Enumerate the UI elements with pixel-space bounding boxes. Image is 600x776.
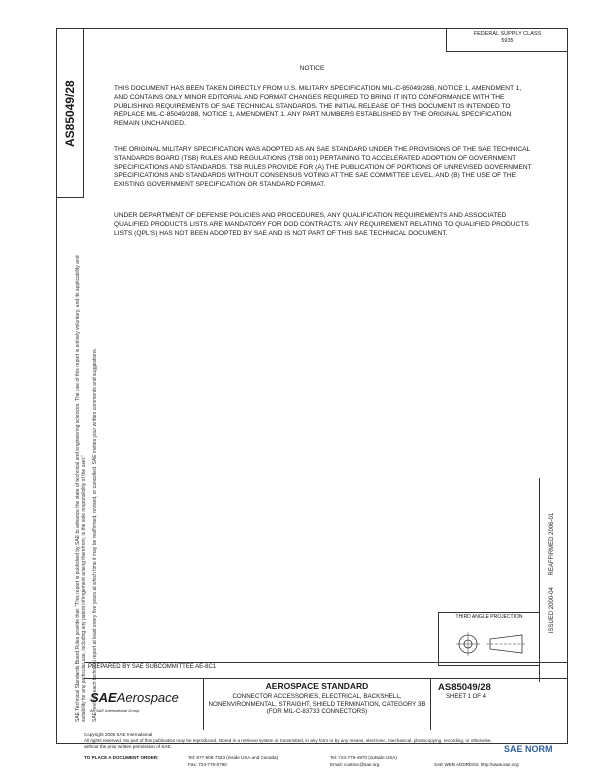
standard-title: AEROSPACE STANDARD	[265, 681, 369, 691]
third-angle-label: THIRD ANGLE PROJECTION	[455, 614, 523, 620]
logo-sae: SAE	[90, 690, 117, 705]
left-margin-notes	[75, 246, 107, 722]
notice-paragraph-1: THIS DOCUMENT HAS BEEN TAKEN DIRECTLY FROM U.S. MILITARY SPECIFICATION MIL-C-85049/28B, NOTICE 1, AMENDMENT 1, AND CONTAINS ONLY MINOR EDITORIAL AND FORMAT CHANGES REQUIRED TO BRING IT INTO CONFORMANCE WITH THE PUBLISHING REQUIREMENTS OF SAE TECHNICAL STANDARDS. THE INITIAL RELEASE OF THIS DOCUMENT IS INTENDED TO REPLACE MIL-C-85049/28B, NOTICE 1, AMENDMENT 1. ANY PART NUMBERS ESTABLISHED BY THE ORIGINAL SPECIFICATION REMAIN UNCHANGED.	[114, 85, 522, 128]
left-note-1: SAE Technical Standards Board Rules provide that: "This report is published by SAE to advance the state of technical and engineering sciences. The use of this report is entirely voluntary, and its applicability and suitability for any particular use, including any patent infringement arising therefrom, is the sole responsibility of the user."	[75, 255, 88, 722]
footer-rights: All rights reserved. No part of this publication may be reproduced, stored in a retrieval system or transmitted, in any form or by any means, electronic, mechanical, photocopying, recording, or otherwise, without the prior written permission of SAE.	[84, 738, 492, 749]
issued-date: ISSUED 2000-04	[549, 587, 555, 634]
left-note-2: SAE reviews each technical report at least every five years at which time it may be reaffirmed, revised, or cancelled. SAE invites your written comments and suggestions.	[91, 348, 98, 722]
third-angle-projection-icon	[452, 626, 532, 662]
notice-title: NOTICE	[299, 65, 325, 72]
footer-tel-2: Tel: 724-776-4970 (outside USA)	[330, 755, 397, 760]
sheet-number: SHEET 1 OF 4	[446, 694, 486, 700]
logo-aerospace: Aerospace	[116, 690, 179, 705]
footer-tel-1: Tel: 877-606-7323 (inside USA and Canada)	[188, 755, 279, 760]
footer-web[interactable]: SAE WEB ADDRESS: http://www.sae.org	[434, 762, 519, 767]
reaffirmed-date: REAFFIRMED 2006-01	[549, 512, 555, 576]
footer-email: Email: custsvc@sae.org	[330, 762, 380, 767]
sae-aerospace-logo	[90, 690, 179, 705]
document-number: AS85049/28	[438, 682, 491, 693]
notice-paragraph-2: THE ORIGINAL MILITARY SPECIFICATION WAS ADOPTED AS AN SAE STANDARD UNDER THE PROVISIONS OF THE SAE TECHNICAL STANDARDS BOARD (TSB) RULES AND REGULATIONS (TSB 001) PERTAINING TO ACCELERATED ADOPTION OF GOVERNMENT SPECIFICATIONS AND STANDARDS. TSB RULES PROVIDE FOR (A) THE PUBLICATION OF PORTIONS OF UNREVISED GOVERNMENT SPECIFICATIONS AND STANDARDS WITHOUT CONSENSUS VOTING AT THE SAE COMMITTEE LEVEL, AND (B) THE USE OF THE EXISTING GOVERNMENT SPECIFICATION OR STANDARD FORMAT.	[114, 146, 532, 189]
issued-reaffirmed	[549, 483, 555, 663]
footer-order-label: TO PLACE A DOCUMENT ORDER:	[84, 755, 159, 760]
notice-paragraph-3: UNDER DEPARTMENT OF DEFENSE POLICIES AND PROCEDURES, ANY QUALIFICATION REQUIREMENTS AND ASSOCIATED QUALIFIED PRODUCTS LISTS ARE MANDATORY FOR DOD CONTRACTS. ANY REQUIREMENT RELATING TO QUALIFIED PRODUCTS LISTS (QPL'S) HAS NOT BEEN ADOPTED BY SAE AND IS NOT PART OF THIS SAE TECHNICAL DOCUMENT.	[114, 212, 529, 237]
doc-id-vertical: AS85049/28	[63, 80, 77, 147]
prepared-by: PREPARED BY SAE SUBCOMMITTEE AE-8C1	[84, 662, 568, 671]
standard-description: CONNECTOR ACCESSORIES, ELECTRICAL, BACKSHELL, NONENVIRONMENTAL, STRAIGHT, SHIELD TERMINATION, CATEGORY 3B (FOR MIL-C-83733 CONNECTORS)	[208, 693, 426, 716]
sae-norm-stamp: SAE NORM	[504, 744, 553, 754]
federal-supply-class: FEDERAL SUPPLY CLASS 5935	[446, 28, 568, 52]
footer-fax: Fax: 724-776-0790	[188, 762, 227, 767]
logo-subtitle: An SAE International Group	[90, 708, 140, 713]
footer-copyright: Copyright 2006 SAE International	[84, 732, 153, 737]
